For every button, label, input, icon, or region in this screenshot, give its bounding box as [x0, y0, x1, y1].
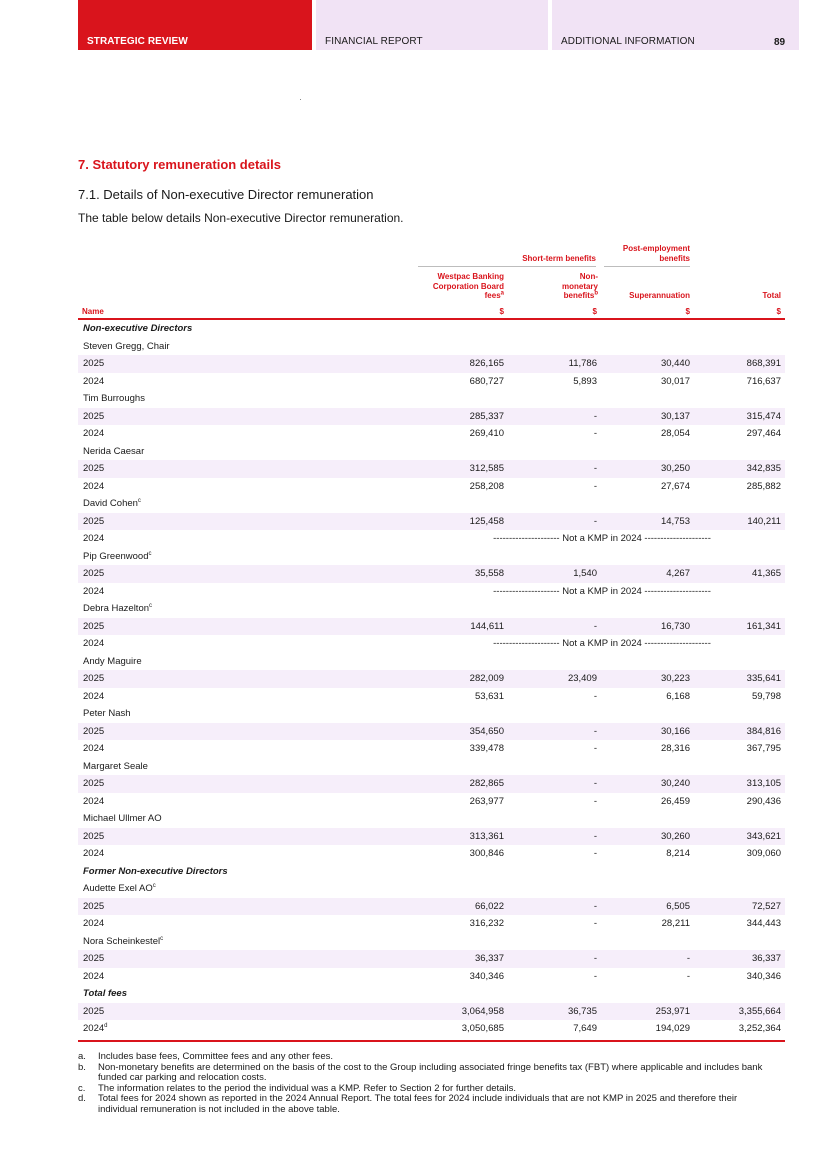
- table-row: [78, 723, 785, 741]
- total-cell: 716,637: [746, 375, 781, 387]
- subsection-title: 7.1. Details of Non-executive Director remuneration: [78, 187, 374, 202]
- superannuation-cell: 6,505: [666, 900, 690, 912]
- table-row: [78, 793, 785, 811]
- total-cell: 342,835: [746, 463, 781, 474]
- superannuation-cell: 30,240: [660, 778, 690, 789]
- nav-tab-label: FINANCIAL REPORT: [325, 36, 423, 47]
- total-cell: 868,391: [746, 358, 781, 369]
- non-monetary-cell: -: [593, 620, 597, 632]
- col-header-name: Name: [82, 307, 104, 316]
- group-header-post-employment: Post-employment benefits: [622, 244, 690, 263]
- non-monetary-cell: 1,540: [573, 568, 597, 579]
- unit-label: $: [685, 307, 690, 316]
- board-fees-cell: 312,585: [469, 463, 504, 474]
- total-cell: 340,346: [746, 970, 781, 982]
- table-row: [78, 1003, 785, 1021]
- total-cell: 3,252,364: [738, 1023, 781, 1034]
- superannuation-cell: -: [686, 953, 690, 964]
- table-section-heading: [78, 863, 785, 881]
- superannuation-cell: 6,168: [666, 690, 690, 702]
- table-row: [78, 460, 785, 478]
- footnote-letter: a.: [78, 1051, 86, 1062]
- non-monetary-cell: -: [593, 778, 597, 789]
- name-cell: Margaret Seale: [83, 760, 148, 772]
- non-monetary-cell: -: [593, 463, 597, 474]
- table-director-name-row: [78, 548, 785, 566]
- name-cell: Nerida Caesar: [83, 445, 145, 457]
- table-director-name-row: [78, 495, 785, 513]
- footnote-letter: d.: [78, 1093, 86, 1104]
- non-monetary-cell: 36,735: [567, 1005, 597, 1017]
- total-cell: 36,337: [751, 953, 781, 964]
- year-cell: 2024: [83, 375, 105, 387]
- unit-label: $: [499, 307, 504, 316]
- col-header-non-monetary: Non- monetary benefits$^b$: [561, 272, 598, 300]
- year-cell: 2025: [83, 725, 105, 737]
- total-cell: 297,464: [746, 428, 781, 439]
- table-row: [78, 583, 785, 601]
- board-fees-cell: 340,346: [469, 970, 504, 982]
- year-cell: 2025: [83, 953, 105, 964]
- total-cell: 285,882: [746, 480, 781, 492]
- table-director-name-row: [78, 880, 785, 898]
- total-cell: 384,816: [746, 725, 781, 737]
- col-header-superannuation: Superannuation: [629, 291, 690, 300]
- board-fees-cell: 285,337: [469, 410, 504, 422]
- superannuation-cell: 16,730: [660, 620, 690, 632]
- unit-label: $: [592, 307, 597, 316]
- year-cell: 2024: [83, 690, 105, 702]
- name-cell: David Cohen$^c$: [83, 497, 141, 509]
- board-fees-cell: 282,009: [469, 673, 504, 684]
- superannuation-cell: 30,137: [660, 410, 690, 422]
- board-fees-cell: 258,208: [469, 480, 504, 492]
- table-section-heading: [78, 985, 785, 1003]
- superannuation-cell: 28,316: [660, 743, 690, 754]
- table-bottom-rule: [78, 1040, 785, 1042]
- board-fees-cell: 339,478: [469, 743, 504, 754]
- footnotes: [78, 1052, 778, 1115]
- non-monetary-cell: -: [593, 970, 597, 982]
- board-fees-cell: 313,361: [469, 830, 504, 842]
- total-cell: 335,641: [746, 673, 781, 684]
- year-cell: 2025: [83, 673, 105, 684]
- board-fees-cell: 36,337: [474, 953, 504, 964]
- year-cell: 2025: [83, 900, 105, 912]
- not-kmp-note: --------------------- Not a KMP in 2024 ---------------------: [493, 533, 711, 544]
- nav-tab-financial-report[interactable]: [316, 0, 548, 50]
- year-cell: 2024: [83, 428, 105, 439]
- non-monetary-cell: -: [593, 900, 597, 912]
- name-cell: Peter Nash: [83, 708, 131, 719]
- footnote-text: Includes base fees, Committee fees and any other fees.: [98, 1051, 333, 1062]
- board-fees-cell: 826,165: [469, 358, 504, 369]
- table-row: [78, 513, 785, 531]
- nav-tab-additional-information[interactable]: [552, 0, 799, 50]
- superannuation-cell: 27,674: [660, 480, 690, 492]
- total-cell: 72,527: [751, 900, 781, 912]
- table-director-name-row: [78, 338, 785, 356]
- table-row: [78, 775, 785, 793]
- board-fees-cell: 316,232: [469, 918, 504, 929]
- unit-label: $: [776, 307, 781, 316]
- total-cell: 344,443: [746, 918, 781, 929]
- nav-tab-strategic-review[interactable]: [78, 0, 312, 50]
- table-row: [78, 968, 785, 986]
- year-cell: 2024: [83, 848, 105, 859]
- superannuation-cell: 253,971: [655, 1005, 690, 1017]
- table-row: [78, 478, 785, 496]
- non-monetary-cell: 23,409: [567, 673, 597, 684]
- non-monetary-cell: -: [593, 410, 597, 422]
- board-fees-cell: 3,050,685: [461, 1023, 504, 1034]
- footnote-text: The information relates to the period the individual was a KMP. Refer to Section 2 for further details.: [98, 1082, 517, 1094]
- year-cell: 2025: [83, 620, 105, 632]
- year-cell: 2025: [83, 1005, 105, 1017]
- table-section-heading: [78, 320, 785, 338]
- non-monetary-cell: 7,649: [573, 1023, 597, 1034]
- non-monetary-cell: 11,786: [568, 358, 597, 369]
- not-kmp-note: --------------------- Not a KMP in 2024 ---------------------: [493, 638, 711, 649]
- footnote: [78, 1063, 778, 1084]
- total-cell: 315,474: [746, 410, 781, 422]
- board-fees-cell: 354,650: [469, 725, 504, 737]
- table-director-name-row: [78, 933, 785, 951]
- non-monetary-cell: -: [593, 515, 597, 527]
- table-director-name-row: [78, 390, 785, 408]
- year-cell: 2025: [83, 778, 105, 789]
- non-monetary-cell: 5,893: [573, 375, 597, 387]
- name-cell: Andy Maguire: [83, 655, 142, 667]
- table-row: [78, 670, 785, 688]
- table-row: [78, 408, 785, 426]
- name-cell: Michael Ullmer AO: [83, 813, 162, 824]
- superannuation-cell: 30,166: [660, 725, 690, 737]
- non-monetary-cell: -: [593, 480, 597, 492]
- table-row: [78, 740, 785, 758]
- non-monetary-cell: -: [593, 953, 597, 964]
- total-cell: 367,795: [746, 743, 781, 754]
- year-cell: 2025: [83, 830, 105, 842]
- board-fees-cell: 3,064,958: [461, 1005, 504, 1017]
- year-cell: 2025: [83, 515, 105, 527]
- superannuation-cell: 28,054: [660, 428, 690, 439]
- remuneration-table-body: [78, 320, 785, 1038]
- table-row: [78, 688, 785, 706]
- page-number: 89: [774, 37, 786, 48]
- name-cell: Tim Burroughs: [83, 393, 145, 404]
- group-header-short-term: Short-term benefits: [522, 254, 596, 263]
- year-cell: 2024: [83, 585, 105, 597]
- footnote: [78, 1094, 778, 1115]
- board-fees-cell: 263,977: [469, 795, 504, 807]
- year-cell: 2024: [83, 970, 105, 982]
- table-row: [78, 618, 785, 636]
- board-fees-cell: 144,611: [470, 620, 504, 632]
- superannuation-cell: 30,223: [660, 673, 690, 684]
- board-fees-cell: 269,410: [469, 428, 504, 439]
- table-row: [78, 425, 785, 443]
- board-fees-cell: 125,458: [469, 515, 504, 527]
- superannuation-cell: 28,211: [661, 918, 690, 929]
- year-cell: 2024: [83, 743, 105, 754]
- total-cell: 3,355,664: [738, 1005, 781, 1017]
- name-cell: Non-executive Directors: [83, 323, 193, 334]
- non-monetary-cell: -: [593, 690, 597, 702]
- total-cell: 41,365: [751, 568, 781, 579]
- total-cell: 290,436: [746, 795, 781, 807]
- non-monetary-cell: -: [593, 830, 597, 842]
- table-row: [78, 530, 785, 548]
- table-row: [78, 355, 785, 373]
- board-fees-cell: 300,846: [469, 848, 504, 859]
- total-cell: 313,105: [746, 778, 781, 789]
- name-cell: Audette Exel $AO^c$: [83, 882, 156, 894]
- name-cell: Nora Scheinkestel$^c$: [83, 935, 164, 947]
- table-row: [78, 828, 785, 846]
- year-cell: 2024$^d$: [83, 1022, 108, 1034]
- board-fees-cell: 282,865: [469, 778, 504, 789]
- total-cell: 343,621: [746, 830, 781, 842]
- footnote-text: Total fees for 2024 shown as reported in the 2024 Annual Report. The total fees for 2024 include individuals that are not KMP in 2025 and therefore their individual remuneration is not included in the above table.: [98, 1093, 738, 1115]
- superannuation-cell: 26,459: [660, 795, 690, 807]
- table-row: [78, 565, 785, 583]
- group-header-rule: [418, 266, 596, 267]
- table-director-name-row: [78, 653, 785, 671]
- name-cell: Pip Greenwood$^c$: [83, 550, 152, 562]
- non-monetary-cell: -: [593, 795, 597, 807]
- total-cell: 59,798: [751, 690, 781, 702]
- footnote-letter: b.: [78, 1061, 86, 1073]
- col-header-board-fees: Westpac Banking Corporation Board fees$^a$: [432, 272, 504, 300]
- name-cell: Total fees: [83, 988, 127, 999]
- board-fees-cell: 53,631: [474, 690, 504, 702]
- nav-tab-label: STRATEGIC REVIEW: [87, 36, 188, 47]
- superannuation-cell: 30,440: [660, 358, 690, 369]
- non-monetary-cell: -: [593, 848, 597, 859]
- name-cell: Debra Hazelton$^c$: [83, 602, 153, 614]
- board-fees-cell: 35,558: [474, 568, 504, 579]
- not-kmp-note: --------------------- Not a KMP in 2024 ---------------------: [493, 585, 711, 597]
- table-director-name-row: [78, 810, 785, 828]
- year-cell: 2024: [83, 533, 105, 544]
- non-monetary-cell: -: [593, 428, 597, 439]
- table-row: [78, 898, 785, 916]
- nav-tab-label: ADDITIONAL INFORMATION: [561, 36, 695, 47]
- year-cell: 2025: [83, 568, 105, 579]
- stray-mark: [300, 99, 301, 100]
- year-cell: 2025: [83, 358, 105, 369]
- superannuation-cell: 30,017: [660, 375, 690, 387]
- total-cell: 161,341: [746, 620, 781, 632]
- table-director-name-row: [78, 443, 785, 461]
- name-cell: Steven Gregg, Chair: [83, 340, 170, 352]
- superannuation-cell: 194,029: [655, 1023, 690, 1034]
- section-title: 7. Statutory remuneration details: [78, 157, 281, 172]
- name-cell: Former Non-executive Directors: [83, 865, 228, 877]
- year-cell: 2024: [83, 638, 105, 649]
- table-director-name-row: [78, 758, 785, 776]
- board-fees-cell: 66,022: [474, 900, 504, 912]
- group-header-rule: [604, 266, 690, 267]
- superannuation-cell: 30,250: [660, 463, 690, 474]
- superannuation-cell: 30,260: [660, 830, 690, 842]
- intro-text: The table below details Non-executive Director remuneration.: [78, 211, 404, 225]
- table-row: [78, 950, 785, 968]
- year-cell: 2025: [83, 410, 105, 422]
- table-row: [78, 373, 785, 391]
- non-monetary-cell: -: [593, 743, 597, 754]
- non-monetary-cell: -: [593, 918, 597, 929]
- footnote-letter: c.: [78, 1082, 86, 1094]
- year-cell: 2024: [83, 480, 105, 492]
- year-cell: 2025: [83, 463, 105, 474]
- table-row: [78, 635, 785, 653]
- col-header-total: Total: [762, 291, 781, 300]
- table-row: [78, 915, 785, 933]
- footnote-text: Non-monetary benefits are determined on the basis of the cost to the Group including associated fringe benefits tax (FBT) where applicable and includes bank funded car parking and relocation costs.: [98, 1061, 763, 1083]
- table-row: [78, 1020, 785, 1038]
- table-director-name-row: [78, 600, 785, 618]
- total-cell: 309,060: [746, 848, 781, 859]
- total-cell: 140,211: [747, 515, 781, 527]
- non-monetary-cell: -: [593, 725, 597, 737]
- table-row: [78, 845, 785, 863]
- table-director-name-row: [78, 705, 785, 723]
- superannuation-cell: 8,214: [666, 848, 690, 859]
- superannuation-cell: -: [686, 970, 690, 982]
- superannuation-cell: 14,753: [660, 515, 690, 527]
- superannuation-cell: 4,267: [666, 568, 690, 579]
- year-cell: 2024: [83, 795, 105, 807]
- year-cell: 2024: [83, 918, 105, 929]
- board-fees-cell: 680,727: [469, 375, 504, 387]
